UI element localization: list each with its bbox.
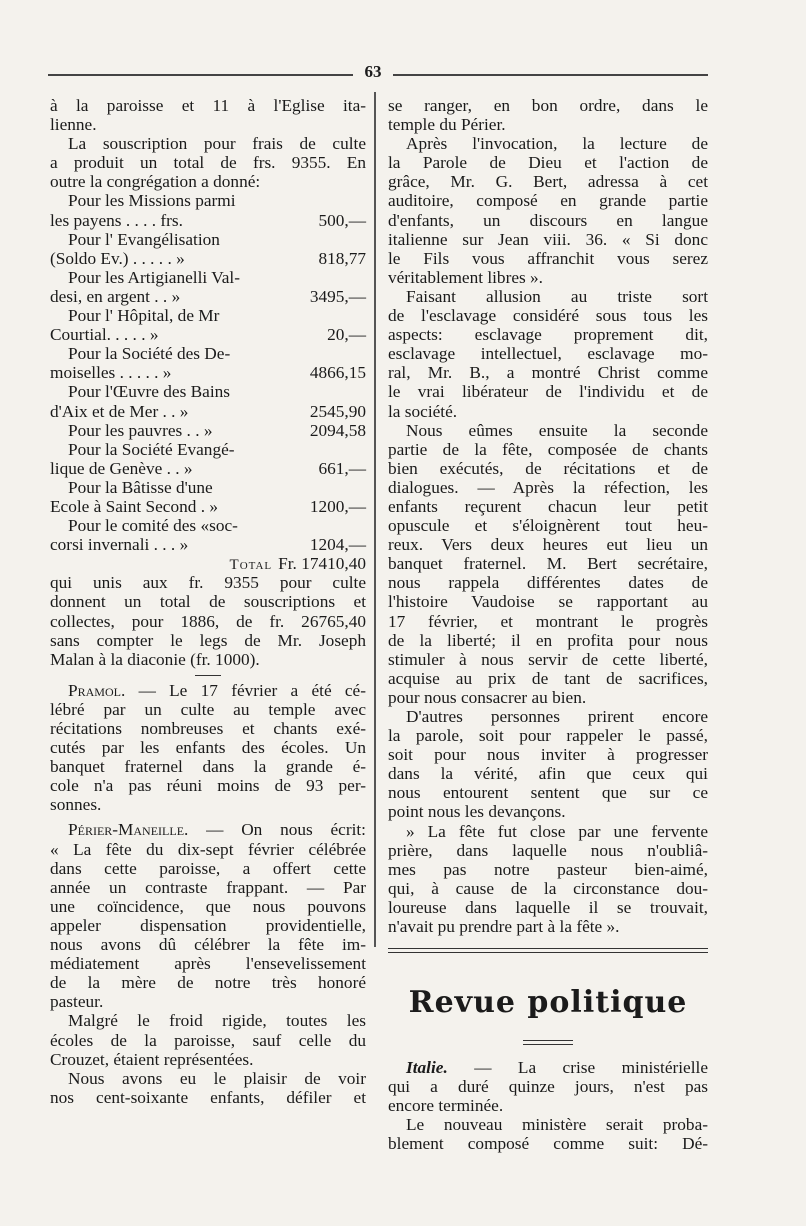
text-line: n'avait pu prendre part à la fête ». bbox=[388, 917, 620, 937]
text-fragment: — Le 17 février a été cé- bbox=[138, 680, 366, 700]
subscription-row bbox=[50, 211, 366, 230]
text-line: Faisant allusion au triste sort bbox=[406, 286, 708, 306]
text-line: outre la congrégation a donné: bbox=[50, 172, 261, 192]
subscription-label: Courtial. . . . . » bbox=[50, 325, 159, 345]
subscription-amount: 500,— bbox=[318, 210, 366, 230]
text-line: esclavage intellectuel, esclavage mo- bbox=[388, 344, 708, 364]
text-line: pour nous consacrer au bien. bbox=[388, 687, 587, 707]
total-line bbox=[50, 554, 366, 573]
text-line: qui a duré quinze jours, n'est pas bbox=[388, 1077, 708, 1097]
subscription-row bbox=[50, 287, 366, 306]
text-line: « La fête du dix-sept février célébrée bbox=[50, 839, 366, 859]
subscription-row bbox=[50, 535, 366, 554]
text-line: le vrai libérateur de l'individu et de bbox=[388, 382, 708, 402]
perier-heading: Périer-Maneille. bbox=[68, 820, 189, 840]
text-line: de la mère de notre très honoré bbox=[50, 973, 366, 993]
subscription-label: Ecole à Saint Second . » bbox=[50, 496, 218, 516]
text-line: sonnes. bbox=[50, 795, 102, 815]
page-number: 63 bbox=[364, 62, 382, 81]
italie-article bbox=[388, 1058, 708, 1153]
text-line: dans la vérité, afin que ceux qui bbox=[388, 764, 708, 784]
text-line: cutés par les enfants des écoles. Un bbox=[50, 738, 366, 758]
subscription-amount: 2094,58 bbox=[309, 420, 366, 440]
total-label: Total bbox=[229, 557, 273, 574]
subscription-amount: 1204,— bbox=[309, 535, 366, 555]
subscription-line: Pour l' Evangélisation bbox=[68, 229, 220, 249]
subscription-label: d'Aix et de Mer . . » bbox=[50, 401, 189, 421]
subscription-row bbox=[50, 402, 366, 421]
subscription-row bbox=[50, 459, 366, 478]
text-line: la société. bbox=[388, 401, 458, 421]
subscription-line: Pour les Artigianelli Val- bbox=[68, 267, 240, 287]
subscription-label: corsi invernali . . . » bbox=[50, 535, 189, 555]
subscription-amount: 20,— bbox=[327, 325, 366, 345]
text-line: l'histoire Vaudoise se rapportant au bbox=[388, 592, 708, 612]
italie-heading: Italie. bbox=[406, 1058, 448, 1077]
text-line: année un contraste frappant. — Par bbox=[50, 877, 366, 897]
subscription-row bbox=[50, 249, 366, 268]
text-line: qui unis aux fr. 9355 pour culte bbox=[50, 573, 366, 593]
text-line: lébré par un culte au temple avec bbox=[50, 699, 366, 719]
text-line: d'enfants, un discours en langue bbox=[388, 210, 708, 230]
section-title: Revue politique bbox=[408, 985, 688, 1020]
text-line: point nous les devançons. bbox=[388, 802, 566, 822]
text-line: aspects: esclavage proprement dit, bbox=[388, 325, 708, 345]
subscription-row bbox=[50, 325, 366, 344]
subscription-label: lique de Genève . . » bbox=[50, 458, 193, 478]
text-line: La souscription pour frais de culte bbox=[68, 134, 366, 154]
subscription-amount: 818,77 bbox=[318, 248, 366, 268]
subscription-line: Pour la Bâtisse d'une bbox=[68, 477, 213, 497]
text-line: bien exécutés, de récitations et de bbox=[388, 458, 708, 478]
text-line: médiatement après l'ensevelissement bbox=[50, 954, 366, 974]
subscription-row bbox=[50, 497, 366, 516]
text-line: Nous avons eu le plaisir de voir bbox=[68, 1068, 366, 1088]
text-line: appeler dispensation providentielle, bbox=[50, 915, 366, 935]
section-double-rule bbox=[388, 948, 708, 956]
text-line: D'autres personnes prirent encore bbox=[406, 707, 708, 726]
subscription-line: Pour la Société des De- bbox=[68, 344, 231, 364]
text-line: reux. Vers deux heures eut lieu un bbox=[388, 535, 708, 555]
subscription-label: les payens . . . . frs. bbox=[50, 210, 183, 230]
text-line: dans cette paroisse, a offert cette bbox=[50, 858, 366, 878]
subscription-line: Pour l' Hôpital, de Mr bbox=[68, 306, 220, 326]
text-line: se ranger, en bon ordre, dans le bbox=[388, 96, 708, 115]
text-line: qui, à cause de la circonstance dou- bbox=[388, 878, 708, 898]
text-line: auditoire, composé en grande partie bbox=[388, 191, 708, 211]
text-line: mes pas notre pasteur bien-aimé, bbox=[388, 859, 708, 879]
text-line: a produit un total de frs. 9355. En bbox=[50, 153, 366, 173]
text-line: lienne. bbox=[50, 115, 97, 135]
left-column bbox=[50, 96, 366, 1107]
text-line: acquise au prix de tant de sacrifices, bbox=[388, 668, 708, 688]
subscription-line: Pour les Missions parmi bbox=[68, 191, 236, 211]
text-line: blement composé comme suit: Dé- bbox=[388, 1134, 708, 1154]
subscription-amount: 3495,— bbox=[309, 286, 366, 306]
text-line: Le nouveau ministère serait proba- bbox=[406, 1115, 708, 1135]
text-line: une coïncidence, que nous pouvons bbox=[50, 896, 366, 916]
text-line: le Fils vous affranchit vous serez bbox=[388, 248, 708, 268]
text-line: dialogues. — Après la réfection, les bbox=[388, 477, 708, 497]
page-header bbox=[48, 64, 708, 82]
text-line: 17 février, et montrant le progrès bbox=[388, 611, 708, 631]
text-line: Nous eûmes ensuite la seconde bbox=[406, 420, 708, 440]
subscription-amount: 2545,90 bbox=[309, 401, 366, 421]
subscription-label: moiselles . . . . . » bbox=[50, 363, 172, 383]
subscription-amount: 1200,— bbox=[309, 496, 366, 516]
text-line: soit pour nous inviter à progresser bbox=[388, 745, 708, 765]
subscription-row bbox=[50, 421, 366, 440]
text-line: stimuler à nous servir de cette liberté, bbox=[388, 649, 708, 669]
text-line: nous rappela différentes dates de bbox=[388, 573, 708, 593]
text-line: banquet fraternel dans la grande é- bbox=[50, 757, 366, 777]
text-line: collectes, pour 1886, de fr. 26765,40 bbox=[50, 611, 366, 631]
text-line: de la liberté; il en profita pour nous bbox=[388, 630, 708, 650]
text-line bbox=[388, 1058, 708, 1077]
subscription-label: desi, en argent . . » bbox=[50, 286, 181, 306]
article-separator bbox=[195, 675, 221, 676]
subscription-line: Pour l'Œuvre des Bains bbox=[68, 382, 230, 402]
title-separator bbox=[523, 1040, 573, 1048]
text-line: temple du Périer. bbox=[388, 115, 506, 135]
total-value: Fr. 17410,40 bbox=[278, 554, 366, 574]
text-line: la parole, soit pour rappeler le passé, bbox=[388, 726, 708, 746]
text-line: Crouzet, étaient représentées. bbox=[50, 1049, 254, 1069]
text-line: à la paroisse et 11 à l'Eglise ita- bbox=[50, 96, 366, 115]
text-line: grâce, Mr. G. Bert, adressa à cet bbox=[388, 172, 708, 192]
subscription-label: Pour les pauvres . . » bbox=[68, 420, 213, 440]
text-line: de l'esclavage considéré sous tous les bbox=[388, 306, 708, 326]
text-line: banquet fraternel. M. Bert secrétaire, bbox=[388, 554, 708, 574]
subscription-amount: 661,— bbox=[318, 458, 366, 478]
text-line: véritablement libres ». bbox=[388, 267, 543, 287]
column-divider bbox=[374, 92, 376, 947]
text-fragment: — La crise ministérielle bbox=[474, 1058, 708, 1077]
text-line: italienne sur Jean viii. 36. « Si donc bbox=[388, 229, 708, 249]
text-line: nous avons dû célébrer la fête im- bbox=[50, 935, 366, 955]
text-line: loureuse dans laquelle il se trouvait, bbox=[388, 897, 708, 917]
right-column bbox=[388, 96, 708, 936]
text-line: écoles de la paroisse, sauf celle du bbox=[50, 1030, 366, 1050]
header-rule-left bbox=[48, 74, 353, 76]
subscription-label: (Soldo Ev.) . . . . . » bbox=[50, 248, 185, 268]
text-line: encore terminée. bbox=[388, 1096, 504, 1116]
text-line: nous entourent sentent que sur ce bbox=[388, 783, 708, 803]
text-line: nos cent-soixante enfants, défiler et bbox=[50, 1087, 366, 1107]
header-rule-right bbox=[393, 74, 708, 76]
pramol-heading: Pramol. bbox=[68, 680, 126, 700]
text-line: Malgré le froid rigide, toutes les bbox=[68, 1011, 366, 1031]
subscription-line: Pour la Société Evangé- bbox=[68, 439, 235, 459]
text-line: partie de la fête, composée de chants bbox=[388, 439, 708, 459]
text-line: » La fête fut close par une fervente bbox=[406, 821, 708, 841]
text-line: Malan à la diaconie (fr. 1000). bbox=[50, 649, 260, 669]
text-fragment: — On nous écrit: bbox=[206, 820, 366, 840]
text-line: sans compter le legs de Mr. Joseph bbox=[50, 630, 366, 650]
text-line: cole n'a pas réuni moins de 93 per- bbox=[50, 776, 366, 796]
text-line: la Parole de Dieu et l'action de bbox=[388, 153, 708, 173]
text-line bbox=[50, 681, 366, 700]
text-line: opuscule et s'éloignèrent tout heu- bbox=[388, 516, 708, 536]
text-line: récitations nombreuses et chants exé- bbox=[50, 719, 366, 738]
subscription-line: Pour le comité des «soc- bbox=[68, 516, 238, 536]
text-line: pasteur. bbox=[50, 992, 104, 1012]
text-line bbox=[50, 820, 366, 839]
text-line: prière, dans laquelle nous n'oubliâ- bbox=[388, 840, 708, 860]
text-line: Après l'invocation, la lecture de bbox=[406, 134, 708, 154]
text-line: enfants reçurent chacun leur petit bbox=[388, 496, 708, 516]
subscription-row bbox=[50, 363, 366, 382]
subscription-amount: 4866,15 bbox=[309, 363, 366, 383]
text-line: ral, Mr. B., a montré Christ comme bbox=[388, 363, 708, 383]
text-line: donnent un total de souscriptions et bbox=[50, 592, 366, 612]
